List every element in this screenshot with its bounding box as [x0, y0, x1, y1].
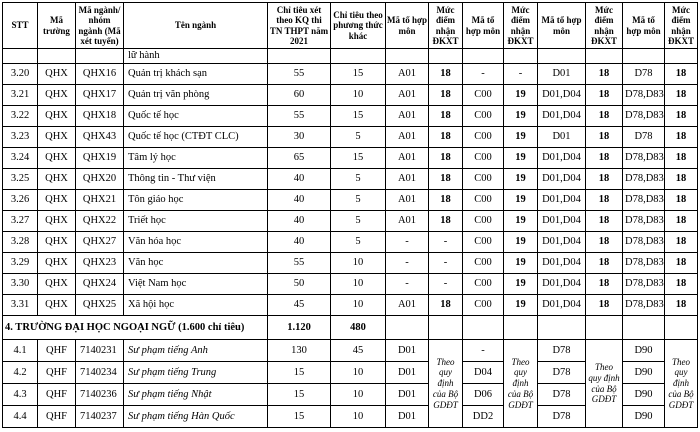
cell: 4.1	[3, 340, 38, 362]
cell	[623, 316, 665, 340]
cell: D01,D04	[538, 274, 586, 295]
cell: QHX	[38, 127, 76, 148]
cell: 3.20	[3, 64, 38, 85]
cell: 19	[504, 211, 538, 232]
cell: QHX	[38, 190, 76, 211]
cell: 10	[331, 384, 386, 406]
cell: 18	[586, 232, 623, 253]
cell: QHX	[38, 274, 76, 295]
col-header-to-hop-3: Mã tổ hợp môn	[538, 3, 586, 49]
cell: 45	[331, 340, 386, 362]
cell: QHX	[38, 106, 76, 127]
cell: 18	[586, 127, 623, 148]
cell: C00	[463, 85, 504, 106]
cell: D01,D04	[538, 253, 586, 274]
cell: -	[429, 274, 463, 295]
cell: 19	[504, 85, 538, 106]
cell: 18	[665, 127, 698, 148]
cell	[331, 49, 386, 64]
cell: Quản trị văn phòng	[124, 85, 268, 106]
cell: 18	[665, 106, 698, 127]
table-row	[3, 274, 698, 295]
cell: D78	[538, 362, 586, 384]
cell: Văn học	[124, 253, 268, 274]
cell: Sư phạm tiếng Anh	[124, 340, 268, 362]
cell: 50	[268, 274, 331, 295]
cell: QHX43	[76, 127, 124, 148]
cell: -	[463, 64, 504, 85]
cell: 18	[429, 295, 463, 316]
cell: 18	[665, 295, 698, 316]
cell: 18	[665, 64, 698, 85]
cell	[463, 49, 504, 64]
cell: QHX	[38, 211, 76, 232]
cell: Theo quy định của Bộ GDĐT	[429, 340, 463, 428]
cell: 18	[429, 85, 463, 106]
cell: C00	[463, 127, 504, 148]
cell: 18	[665, 148, 698, 169]
col-header-chi-tieu-thpt: Chỉ tiêu xét theo KQ thi TN THPT năm 2021	[268, 3, 331, 49]
table-row	[3, 253, 698, 274]
cell: 3.27	[3, 211, 38, 232]
cell: 19	[504, 274, 538, 295]
cell: 18	[586, 274, 623, 295]
cell: D01	[386, 384, 429, 406]
cell: 5	[331, 232, 386, 253]
cell: Văn hóa học	[124, 232, 268, 253]
cell: Sư phạm tiếng Trung	[124, 362, 268, 384]
cell: 18	[586, 211, 623, 232]
cell: 7140236	[76, 384, 124, 406]
cell: A01	[386, 211, 429, 232]
cell: QHX	[38, 295, 76, 316]
cell: 3.26	[3, 190, 38, 211]
cell: 30	[268, 127, 331, 148]
cell: Thông tin - Thư viện	[124, 169, 268, 190]
cell: 7140234	[76, 362, 124, 384]
cell: D04	[463, 362, 504, 384]
cell: D78,D83	[623, 169, 665, 190]
cell: 19	[504, 295, 538, 316]
cell: QHX24	[76, 274, 124, 295]
cell	[665, 316, 698, 340]
cell: C00	[463, 274, 504, 295]
cell	[665, 49, 698, 64]
cell: 18	[429, 64, 463, 85]
cell: 5	[331, 169, 386, 190]
table-row	[3, 211, 698, 232]
cell: 3.22	[3, 106, 38, 127]
cell: 10	[331, 406, 386, 428]
cell: 3.31	[3, 295, 38, 316]
cell: 15	[331, 106, 386, 127]
cell: 18	[665, 232, 698, 253]
cell	[429, 316, 463, 340]
cell: QHX21	[76, 190, 124, 211]
section-row	[3, 316, 698, 340]
cell: QHX23	[76, 253, 124, 274]
cell: A01	[386, 295, 429, 316]
cell: QHX	[38, 169, 76, 190]
col-header-muc-diem-3: Mức điểm nhận ĐKXT	[586, 3, 623, 49]
cell: 19	[504, 190, 538, 211]
cell: QHX	[38, 253, 76, 274]
cell: 4.3	[3, 384, 38, 406]
cell: D78,D83	[623, 211, 665, 232]
cell: QHF	[38, 340, 76, 362]
cell: 45	[268, 295, 331, 316]
table-row	[3, 85, 698, 106]
table-row	[3, 148, 698, 169]
table-row	[3, 106, 698, 127]
cell: 130	[268, 340, 331, 362]
cell: 18	[586, 85, 623, 106]
table-row	[3, 232, 698, 253]
continuation-row	[3, 49, 698, 64]
cell: QHX	[38, 85, 76, 106]
cell: 18	[586, 148, 623, 169]
cell: D01,D04	[538, 232, 586, 253]
cell: D78	[623, 127, 665, 148]
cell: D01,D04	[538, 190, 586, 211]
cell: D78	[538, 340, 586, 362]
cell: D01	[386, 362, 429, 384]
cell: D78,D83	[623, 274, 665, 295]
cell: QHX27	[76, 232, 124, 253]
cell: QHX20	[76, 169, 124, 190]
cell: Quốc tế học (CTĐT CLC)	[124, 127, 268, 148]
cell: D78,D83	[623, 85, 665, 106]
cell: 18	[586, 190, 623, 211]
cell: QHX19	[76, 148, 124, 169]
cell: 18	[429, 211, 463, 232]
cell	[586, 316, 623, 340]
col-header-ma-truong: Mã trường	[38, 3, 76, 49]
cell: D78	[538, 406, 586, 428]
cell: 40	[268, 190, 331, 211]
cell: A01	[386, 64, 429, 85]
cell: A01	[386, 127, 429, 148]
cell: 4. TRƯỜNG ĐẠI HỌC NGOẠI NGỮ (1.600 chỉ tiêu)	[3, 316, 268, 340]
cell: A01	[386, 190, 429, 211]
cell: C00	[463, 169, 504, 190]
cell: D01	[538, 127, 586, 148]
cell: 18	[665, 274, 698, 295]
cell: Theo quy định của Bộ GDĐT	[665, 340, 698, 428]
cell	[38, 49, 76, 64]
cell	[504, 316, 538, 340]
cell	[623, 49, 665, 64]
cell: 7140237	[76, 406, 124, 428]
cell: 18	[586, 253, 623, 274]
cell: QHF	[38, 362, 76, 384]
cell: D01,D04	[538, 85, 586, 106]
cell	[386, 316, 429, 340]
cell: QHF	[38, 384, 76, 406]
cell	[386, 49, 429, 64]
cell: 15	[331, 148, 386, 169]
cell: D78	[538, 384, 586, 406]
cell: QHX17	[76, 85, 124, 106]
cell: 18	[665, 190, 698, 211]
cell	[504, 49, 538, 64]
cell: -	[386, 232, 429, 253]
cell: Việt Nam học	[124, 274, 268, 295]
cell: D78	[623, 64, 665, 85]
cell: 40	[268, 169, 331, 190]
cell: 18	[429, 106, 463, 127]
cell: 10	[331, 274, 386, 295]
cell: D06	[463, 384, 504, 406]
cell: C00	[463, 232, 504, 253]
cell: D01,D04	[538, 148, 586, 169]
cell: 10	[331, 253, 386, 274]
cell: C00	[463, 106, 504, 127]
cell: 3.24	[3, 148, 38, 169]
cell: 4.4	[3, 406, 38, 428]
cell	[538, 49, 586, 64]
cell: 5	[331, 127, 386, 148]
table-row	[3, 64, 698, 85]
cell: Sư phạm tiếng Hàn Quốc	[124, 406, 268, 428]
cell: Tâm lý học	[124, 148, 268, 169]
cell: C00	[463, 190, 504, 211]
cell: D01,D04	[538, 295, 586, 316]
cell: -	[429, 232, 463, 253]
cell: D01,D04	[538, 106, 586, 127]
col-header-chi-tieu-khac: Chỉ tiêu theo phương thức khác	[331, 3, 386, 49]
cell: -	[386, 274, 429, 295]
cell: A01	[386, 169, 429, 190]
cell: 19	[504, 127, 538, 148]
cell: DD2	[463, 406, 504, 428]
cell: 60	[268, 85, 331, 106]
cell: 3.25	[3, 169, 38, 190]
cell: -	[386, 253, 429, 274]
cell: 18	[665, 169, 698, 190]
cell: 5	[331, 190, 386, 211]
cell: 5	[331, 211, 386, 232]
cell: 19	[504, 148, 538, 169]
col-header-to-hop-4: Mã tổ hợp môn	[623, 3, 665, 49]
cell: 10	[331, 362, 386, 384]
col-header-muc-diem-1: Mức điểm nhận ĐKXT	[429, 3, 463, 49]
col-header-ma-nganh: Mã ngành/ nhóm ngành (Mã xét tuyển)	[76, 3, 124, 49]
cell: 3.29	[3, 253, 38, 274]
cell: 19	[504, 106, 538, 127]
cell: 55	[268, 64, 331, 85]
col-header-muc-diem-2: Mức điểm nhận ĐKXT	[504, 3, 538, 49]
cell: QHX	[38, 232, 76, 253]
cell: Xã hội học	[124, 295, 268, 316]
cell: 10	[331, 85, 386, 106]
cell: 18	[665, 85, 698, 106]
col-header-stt: STT	[3, 3, 38, 49]
cell	[3, 49, 38, 64]
table-row	[3, 340, 698, 362]
cell: lữ hành	[124, 49, 268, 64]
cell: Quản trị khách sạn	[124, 64, 268, 85]
cell: Tôn giáo học	[124, 190, 268, 211]
cell: QHX16	[76, 64, 124, 85]
cell: Theo quy định của Bộ GDĐT	[586, 340, 623, 428]
cell: 15	[268, 384, 331, 406]
col-header-to-hop-1: Mã tổ hợp môn	[386, 3, 429, 49]
cell	[463, 316, 504, 340]
cell: D90	[623, 406, 665, 428]
cell	[586, 49, 623, 64]
cell: 3.21	[3, 85, 38, 106]
cell: 7140231	[76, 340, 124, 362]
admission-table	[2, 2, 698, 428]
cell: D01	[538, 64, 586, 85]
cell: D90	[623, 362, 665, 384]
cell: C00	[463, 253, 504, 274]
cell: 3.30	[3, 274, 38, 295]
cell	[76, 49, 124, 64]
cell: QHX22	[76, 211, 124, 232]
cell: D01,D04	[538, 211, 586, 232]
cell: 18	[665, 211, 698, 232]
cell: A01	[386, 148, 429, 169]
cell: D90	[623, 340, 665, 362]
cell: 18	[586, 106, 623, 127]
cell: D78,D83	[623, 190, 665, 211]
cell: 18	[586, 169, 623, 190]
col-header-to-hop-2: Mã tổ hợp môn	[463, 3, 504, 49]
cell: C00	[463, 148, 504, 169]
cell: 40	[268, 211, 331, 232]
cell: 3.28	[3, 232, 38, 253]
cell: D01	[386, 340, 429, 362]
cell: 1.120	[268, 316, 331, 340]
cell: D78,D83	[623, 148, 665, 169]
cell: D78,D83	[623, 106, 665, 127]
cell: 15	[331, 64, 386, 85]
cell: 480	[331, 316, 386, 340]
cell	[268, 49, 331, 64]
cell: 18	[665, 253, 698, 274]
table-header	[3, 3, 698, 49]
cell: 65	[268, 148, 331, 169]
table-row	[3, 169, 698, 190]
cell: 18	[586, 64, 623, 85]
col-header-muc-diem-4: Mức điểm nhận ĐKXT	[665, 3, 698, 49]
cell: 4.2	[3, 362, 38, 384]
cell: Triết học	[124, 211, 268, 232]
cell: 3.23	[3, 127, 38, 148]
cell: C00	[463, 295, 504, 316]
cell: 18	[586, 295, 623, 316]
cell: 18	[429, 148, 463, 169]
cell: D78,D83	[623, 253, 665, 274]
cell: 55	[268, 253, 331, 274]
cell: QHX25	[76, 295, 124, 316]
cell: 15	[268, 362, 331, 384]
cell: QHX18	[76, 106, 124, 127]
cell: D78,D83	[623, 295, 665, 316]
col-header-ten-nganh: Tên ngành	[124, 3, 268, 49]
cell: 19	[504, 253, 538, 274]
table-row	[3, 127, 698, 148]
cell: D01,D04	[538, 169, 586, 190]
cell: 18	[429, 169, 463, 190]
table-row	[3, 295, 698, 316]
cell: Quốc tế học	[124, 106, 268, 127]
cell: Sư phạm tiếng Nhật	[124, 384, 268, 406]
cell: QHX	[38, 148, 76, 169]
cell: A01	[386, 85, 429, 106]
cell: 10	[331, 295, 386, 316]
cell: 18	[429, 127, 463, 148]
cell: -	[504, 64, 538, 85]
cell: D78,D83	[623, 232, 665, 253]
cell: QHX	[38, 64, 76, 85]
cell	[429, 49, 463, 64]
table-body	[3, 49, 698, 428]
cell: 40	[268, 232, 331, 253]
header-row	[3, 3, 698, 49]
cell: 18	[429, 190, 463, 211]
table-row	[3, 190, 698, 211]
cell: D01	[386, 406, 429, 428]
cell: 19	[504, 169, 538, 190]
cell: Theo quy định của Bộ GDĐT	[504, 340, 538, 428]
cell: -	[429, 253, 463, 274]
cell: 19	[504, 232, 538, 253]
cell: QHF	[38, 406, 76, 428]
cell: 15	[268, 406, 331, 428]
cell: D90	[623, 384, 665, 406]
cell: 55	[268, 106, 331, 127]
cell	[538, 316, 586, 340]
cell: -	[463, 340, 504, 362]
cell: C00	[463, 211, 504, 232]
cell: A01	[386, 106, 429, 127]
